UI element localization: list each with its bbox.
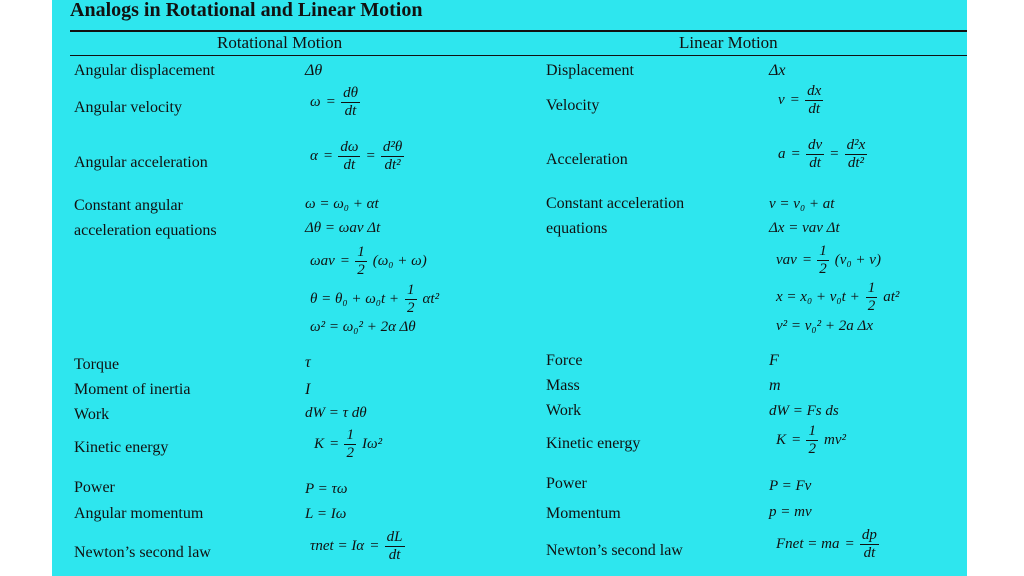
numerator: dθ xyxy=(343,85,358,101)
lin-eq-velocity-lhs: v xyxy=(778,92,785,108)
denominator: dt xyxy=(344,103,357,119)
denominator: 2 xyxy=(867,298,876,314)
fraction xyxy=(845,138,868,171)
header-linear: Linear Motion xyxy=(679,33,778,52)
rot-eq-angular-momentum: L = Iω xyxy=(305,506,347,522)
numerator: 1 xyxy=(407,282,415,298)
equals-sign: = xyxy=(340,253,350,269)
lin-label-velocity: Velocity xyxy=(546,97,600,114)
rot-eq-constant-3-lhs: ωav xyxy=(310,253,335,269)
fraction xyxy=(405,283,417,316)
rot-eq-constant-4-lhs: θ = θ₀ + ω₀t + xyxy=(310,291,400,307)
lin-eq-acceleration-lhs: a xyxy=(778,146,786,162)
lin-eq-constant-4-rhs: at² xyxy=(883,289,900,305)
lin-symbol-force: F xyxy=(769,352,779,369)
lin-label-force: Force xyxy=(546,352,583,369)
lin-label-power: Power xyxy=(546,475,587,492)
equals-sign: = xyxy=(330,436,339,452)
lin-eq-newtons-second-law-lhs: Fnet = ma xyxy=(776,536,840,552)
lin-eq-constant-4-lhs: x = x₀ + v₀t + xyxy=(776,289,860,305)
lin-label-constant-accel-1: Constant acceleration xyxy=(546,195,685,212)
rot-eq-newtons-second-law xyxy=(310,530,405,563)
top-rule xyxy=(70,30,967,32)
rot-symbol-torque: τ xyxy=(305,354,311,371)
fraction xyxy=(806,424,818,457)
equals-sign: = xyxy=(366,148,375,164)
equals-sign: = xyxy=(326,94,336,110)
header-rotational: Rotational Motion xyxy=(217,33,343,52)
rot-eq-power: P = τω xyxy=(305,481,348,497)
fraction xyxy=(381,140,404,173)
fraction xyxy=(341,86,360,119)
rot-eq-angular-velocity xyxy=(310,86,360,119)
table-title: Analogs in Rotational and Linear Motion xyxy=(70,0,423,21)
denominator: dt xyxy=(388,547,401,563)
lin-label-newtons-second-law: Newton’s second law xyxy=(546,542,683,559)
rot-eq-constant-2: Δθ = ωav Δt xyxy=(305,220,381,236)
rot-symbol-angular-displacement: Δθ xyxy=(305,62,323,79)
lin-label-acceleration: Acceleration xyxy=(546,151,628,168)
rot-label-kinetic-energy: Kinetic energy xyxy=(74,439,169,456)
numerator: 1 xyxy=(346,427,354,443)
fraction xyxy=(817,244,829,277)
numerator: dp xyxy=(861,527,877,543)
lin-label-momentum: Momentum xyxy=(546,505,621,522)
denominator: 2 xyxy=(808,441,816,457)
rot-label-newtons-second-law: Newton’s second law xyxy=(74,544,211,561)
rot-eq-kinetic-energy-lhs: K xyxy=(314,436,325,452)
numerator: d²x xyxy=(846,137,866,153)
denominator: dt² xyxy=(847,155,865,171)
denominator: dt xyxy=(809,155,821,171)
rot-label-angular-acceleration: Angular acceleration xyxy=(74,154,208,171)
rot-eq-angular-acceleration-lhs: α xyxy=(310,148,318,164)
numerator: d²θ xyxy=(382,139,403,155)
rot-eq-constant-3-rhs: (ω₀ + ω) xyxy=(372,253,427,269)
rot-eq-constant-1: ω = ω₀ + αt xyxy=(305,196,379,212)
lin-symbol-mass: m xyxy=(769,377,781,394)
denominator: 2 xyxy=(357,262,365,278)
rot-eq-constant-3 xyxy=(310,245,427,278)
lin-eq-kinetic-energy-lhs: K xyxy=(776,432,787,448)
lin-eq-kinetic-energy xyxy=(776,424,846,457)
rot-eq-angular-velocity-lhs: ω xyxy=(310,94,321,110)
equals-sign: = xyxy=(323,148,333,164)
rot-label-torque: Torque xyxy=(74,356,120,373)
equals-sign: = xyxy=(845,536,854,552)
equals-sign: = xyxy=(792,432,801,448)
rot-eq-constant-4 xyxy=(310,283,439,316)
fraction xyxy=(806,138,824,171)
equals-sign: = xyxy=(830,146,839,162)
lin-eq-kinetic-energy-rhs: mv² xyxy=(823,432,846,448)
rot-symbol-moment-of-inertia: I xyxy=(305,381,311,398)
fraction xyxy=(338,140,360,173)
fraction xyxy=(344,428,356,461)
denominator: dt xyxy=(863,545,876,561)
numerator: 1 xyxy=(867,280,876,296)
denominator: dt² xyxy=(384,157,401,173)
numerator: dL xyxy=(386,529,403,545)
rot-eq-constant-4-rhs: αt² xyxy=(422,291,440,307)
lin-eq-constant-2: Δx = vav Δt xyxy=(769,220,840,236)
lin-eq-constant-5: v² = v₀² + 2a Δx xyxy=(776,318,873,334)
lin-label-kinetic-energy: Kinetic energy xyxy=(546,435,641,452)
rot-eq-constant-5: ω² = ω₀² + 2α Δθ xyxy=(310,319,416,335)
fraction xyxy=(860,528,879,561)
numerator: 1 xyxy=(808,423,816,439)
lin-eq-constant-4 xyxy=(776,281,899,314)
lin-eq-constant-3-rhs: (v₀ + v) xyxy=(834,252,881,268)
lin-label-displacement: Displacement xyxy=(546,62,634,79)
rot-eq-kinetic-energy-rhs: Iω² xyxy=(361,436,383,452)
rot-label-angular-displacement: Angular displacement xyxy=(74,62,215,79)
rot-eq-newtons-second-law-lhs: τnet = Iα xyxy=(310,538,365,554)
denominator: 2 xyxy=(407,300,415,316)
denominator: 2 xyxy=(346,445,354,461)
numerator: dx xyxy=(807,83,822,99)
lin-eq-newtons-second-law xyxy=(776,528,879,561)
rot-label-constant-accel-2: acceleration equations xyxy=(74,222,217,239)
rot-eq-angular-acceleration xyxy=(310,140,404,173)
lin-eq-acceleration xyxy=(778,138,867,171)
rot-label-work: Work xyxy=(74,406,110,423)
header-rule xyxy=(70,55,967,56)
fraction xyxy=(385,530,405,563)
rot-label-angular-momentum: Angular momentum xyxy=(74,505,204,522)
fraction xyxy=(805,84,823,117)
numerator: dω xyxy=(340,139,359,155)
numerator: 1 xyxy=(819,243,827,259)
lin-eq-constant-3 xyxy=(776,244,881,277)
slide xyxy=(52,0,967,576)
numerator: 1 xyxy=(357,244,365,260)
lin-symbol-displacement: Δx xyxy=(769,62,786,79)
rot-label-power: Power xyxy=(74,479,115,496)
equals-sign: = xyxy=(370,538,379,554)
equals-sign: = xyxy=(790,92,800,108)
fraction xyxy=(355,245,367,278)
fraction xyxy=(866,281,878,314)
lin-eq-momentum: p = mv xyxy=(769,504,812,520)
equals-sign: = xyxy=(791,146,800,162)
lin-eq-velocity xyxy=(778,84,823,117)
lin-eq-power: P = Fv xyxy=(769,478,812,494)
equals-sign: = xyxy=(802,252,812,268)
rot-eq-work: dW = τ dθ xyxy=(305,405,367,421)
lin-label-work: Work xyxy=(546,402,582,419)
denominator: dt xyxy=(343,157,356,173)
lin-eq-work: dW = Fs ds xyxy=(769,403,839,419)
numerator: dv xyxy=(807,137,823,153)
lin-label-constant-accel-2: equations xyxy=(546,220,608,237)
lin-label-mass: Mass xyxy=(546,377,580,394)
rot-label-angular-velocity: Angular velocity xyxy=(74,99,182,116)
denominator: 2 xyxy=(819,261,827,277)
lin-eq-constant-3-lhs: vav xyxy=(776,252,797,268)
rot-label-constant-accel-1: Constant angular xyxy=(74,197,183,214)
rot-eq-kinetic-energy xyxy=(314,428,382,461)
denominator: dt xyxy=(808,101,821,117)
rot-label-moment-of-inertia: Moment of inertia xyxy=(74,381,191,398)
lin-eq-constant-1: v = v₀ + at xyxy=(769,196,835,212)
